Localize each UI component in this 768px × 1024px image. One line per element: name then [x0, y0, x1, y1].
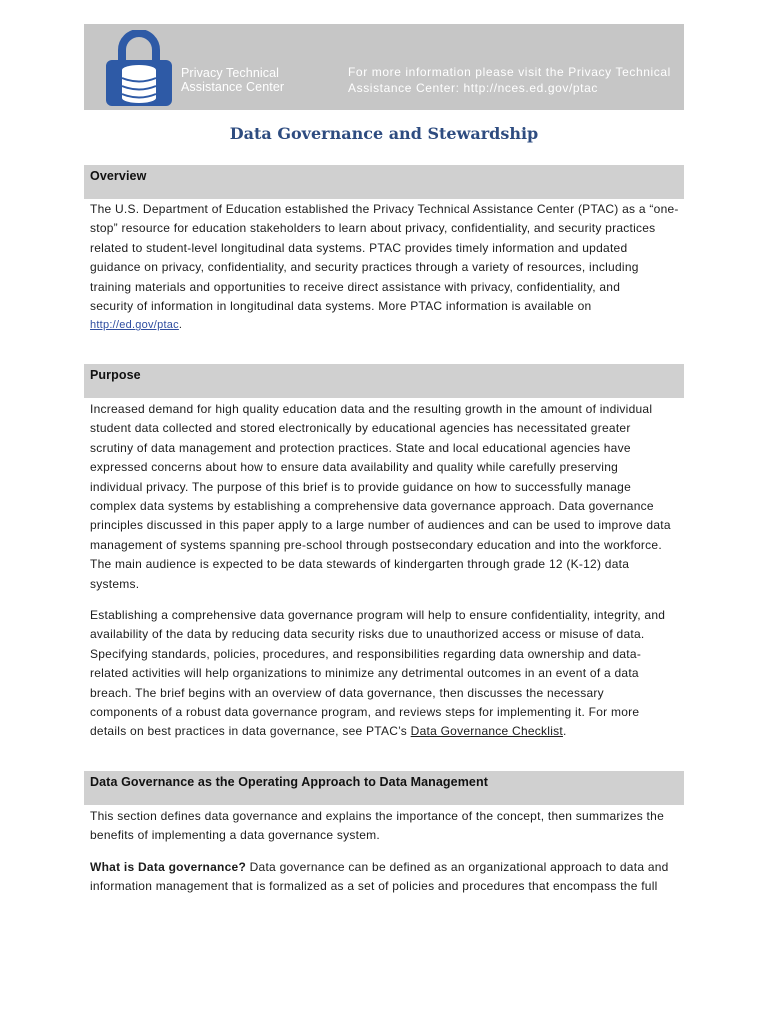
text-line: scrutiny of data management and protection practices. State and local educational agencies have — [90, 440, 631, 455]
checklist-link[interactable]: Data Governance Checklist — [410, 724, 563, 739]
text-segment: details on best practices in data governance, see PTAC’s — [90, 724, 411, 739]
text-line: related to student-level longitudinal data systems. PTAC provides timely information and updated — [90, 240, 628, 255]
section-heading-purpose: Purpose — [90, 368, 141, 382]
text-segment: . — [562, 724, 567, 739]
text-line: stop” resource for education stakeholders to learn about privacy, confidentiality, and security practices — [90, 221, 656, 236]
padlock-database-icon — [104, 30, 174, 108]
document-title: Data Governance and Stewardship — [229, 124, 539, 143]
text-line: student data collected and stored electronically by educational agencies has necessitated greater — [90, 421, 631, 436]
text-line: Establishing a comprehensive data governance program will help to ensure confidentiality, integrity, and — [90, 608, 666, 622]
overview-paragraph — [90, 200, 680, 336]
header-info-line-2[interactable]: Assistance Center: http://nces.ed.gov/ptac — [348, 81, 598, 95]
text-line: Specifying standards, policies, procedures, and responsibilities regarding data ownership and data- — [90, 646, 642, 661]
section-bar-purpose — [84, 364, 684, 398]
question-heading: What is Data governance? — [90, 860, 247, 874]
text-segment: Data governance can be defined as an organizational approach to data and — [246, 860, 669, 874]
text-line: systems. — [90, 576, 140, 591]
text-line: breach. The brief begins with an overview of data governance, then discusses the necessary — [90, 685, 604, 700]
link-suffix: . — [178, 319, 183, 332]
text-line — [90, 722, 680, 741]
text-line: components of a robust data governance program, and reviews steps for implementing it. For more — [90, 705, 640, 720]
logo-line-2: Assistance Center — [181, 80, 285, 94]
header-info — [348, 64, 671, 96]
logo-text — [181, 66, 284, 94]
text-line: related activities will help organizations to minimize any detrimental outcomes in an event of a data — [90, 666, 639, 681]
text-line: complex data systems by establishing a comprehensive data governance approach. Data governance — [90, 499, 654, 514]
text-line: Increased demand for high quality education data and the resulting growth in the amount of individual — [90, 402, 653, 416]
text-line: guidance on privacy, confidentiality, and security practices through a variety of resources, including — [90, 260, 639, 275]
dg-paragraph-1 — [90, 807, 680, 846]
text-line: This section defines data governance and explains the importance of the concept, then summarizes the — [90, 809, 664, 823]
text-line: The main audience is expected to be data stewards of kindergarten through grade 12 (K-12) data — [90, 557, 630, 572]
header-info-line-1: For more information please visit the Privacy Technical — [348, 65, 671, 79]
section-heading-overview: Overview — [90, 169, 147, 183]
text-line — [90, 858, 680, 877]
section-bar-overview — [84, 165, 684, 199]
text-line: The U.S. Department of Education established the Privacy Technical Assistance Center (PTAC) as a “one- — [90, 202, 679, 216]
text-line: principles discussed in this paper apply to a large number of audiences and can be used to improve data — [90, 518, 671, 533]
logo-line-1: Privacy Technical — [181, 66, 280, 80]
text-line: management of systems spanning pre-school through postsecondary education and into the workforce. — [90, 537, 662, 552]
text-line: training materials and opportunities to receive direct assistance with privacy, confidentiality, and — [90, 279, 621, 294]
text-line: individual privacy. The purpose of this brief is to provide guidance on how to successfully manage — [90, 479, 632, 494]
ptac-link[interactable]: http://ed.gov/ptac — [90, 319, 179, 332]
text-line: benefits of implementing a data governance system. — [90, 828, 380, 843]
dg-paragraph-2 — [90, 858, 680, 897]
text-line: expressed concerns about how to ensure data availability and quality while carefully preserving — [90, 460, 619, 475]
text-line — [90, 316, 680, 335]
purpose-paragraph-1 — [90, 400, 680, 594]
text-line: information management that is formalized as a set of policies and procedures that encompass the full — [90, 879, 658, 894]
text-line: availability of the data by reducing data security risks due to unauthorized access or misuse of data. — [90, 627, 645, 642]
header-banner — [84, 24, 684, 110]
section-bar-data-governance — [84, 771, 684, 805]
section-heading-data-governance: Data Governance as the Operating Approach to Data Management — [90, 775, 488, 789]
text-line: security of information in longitudinal data systems. More PTAC information is available on — [90, 299, 592, 314]
purpose-paragraph-2 — [90, 606, 680, 742]
